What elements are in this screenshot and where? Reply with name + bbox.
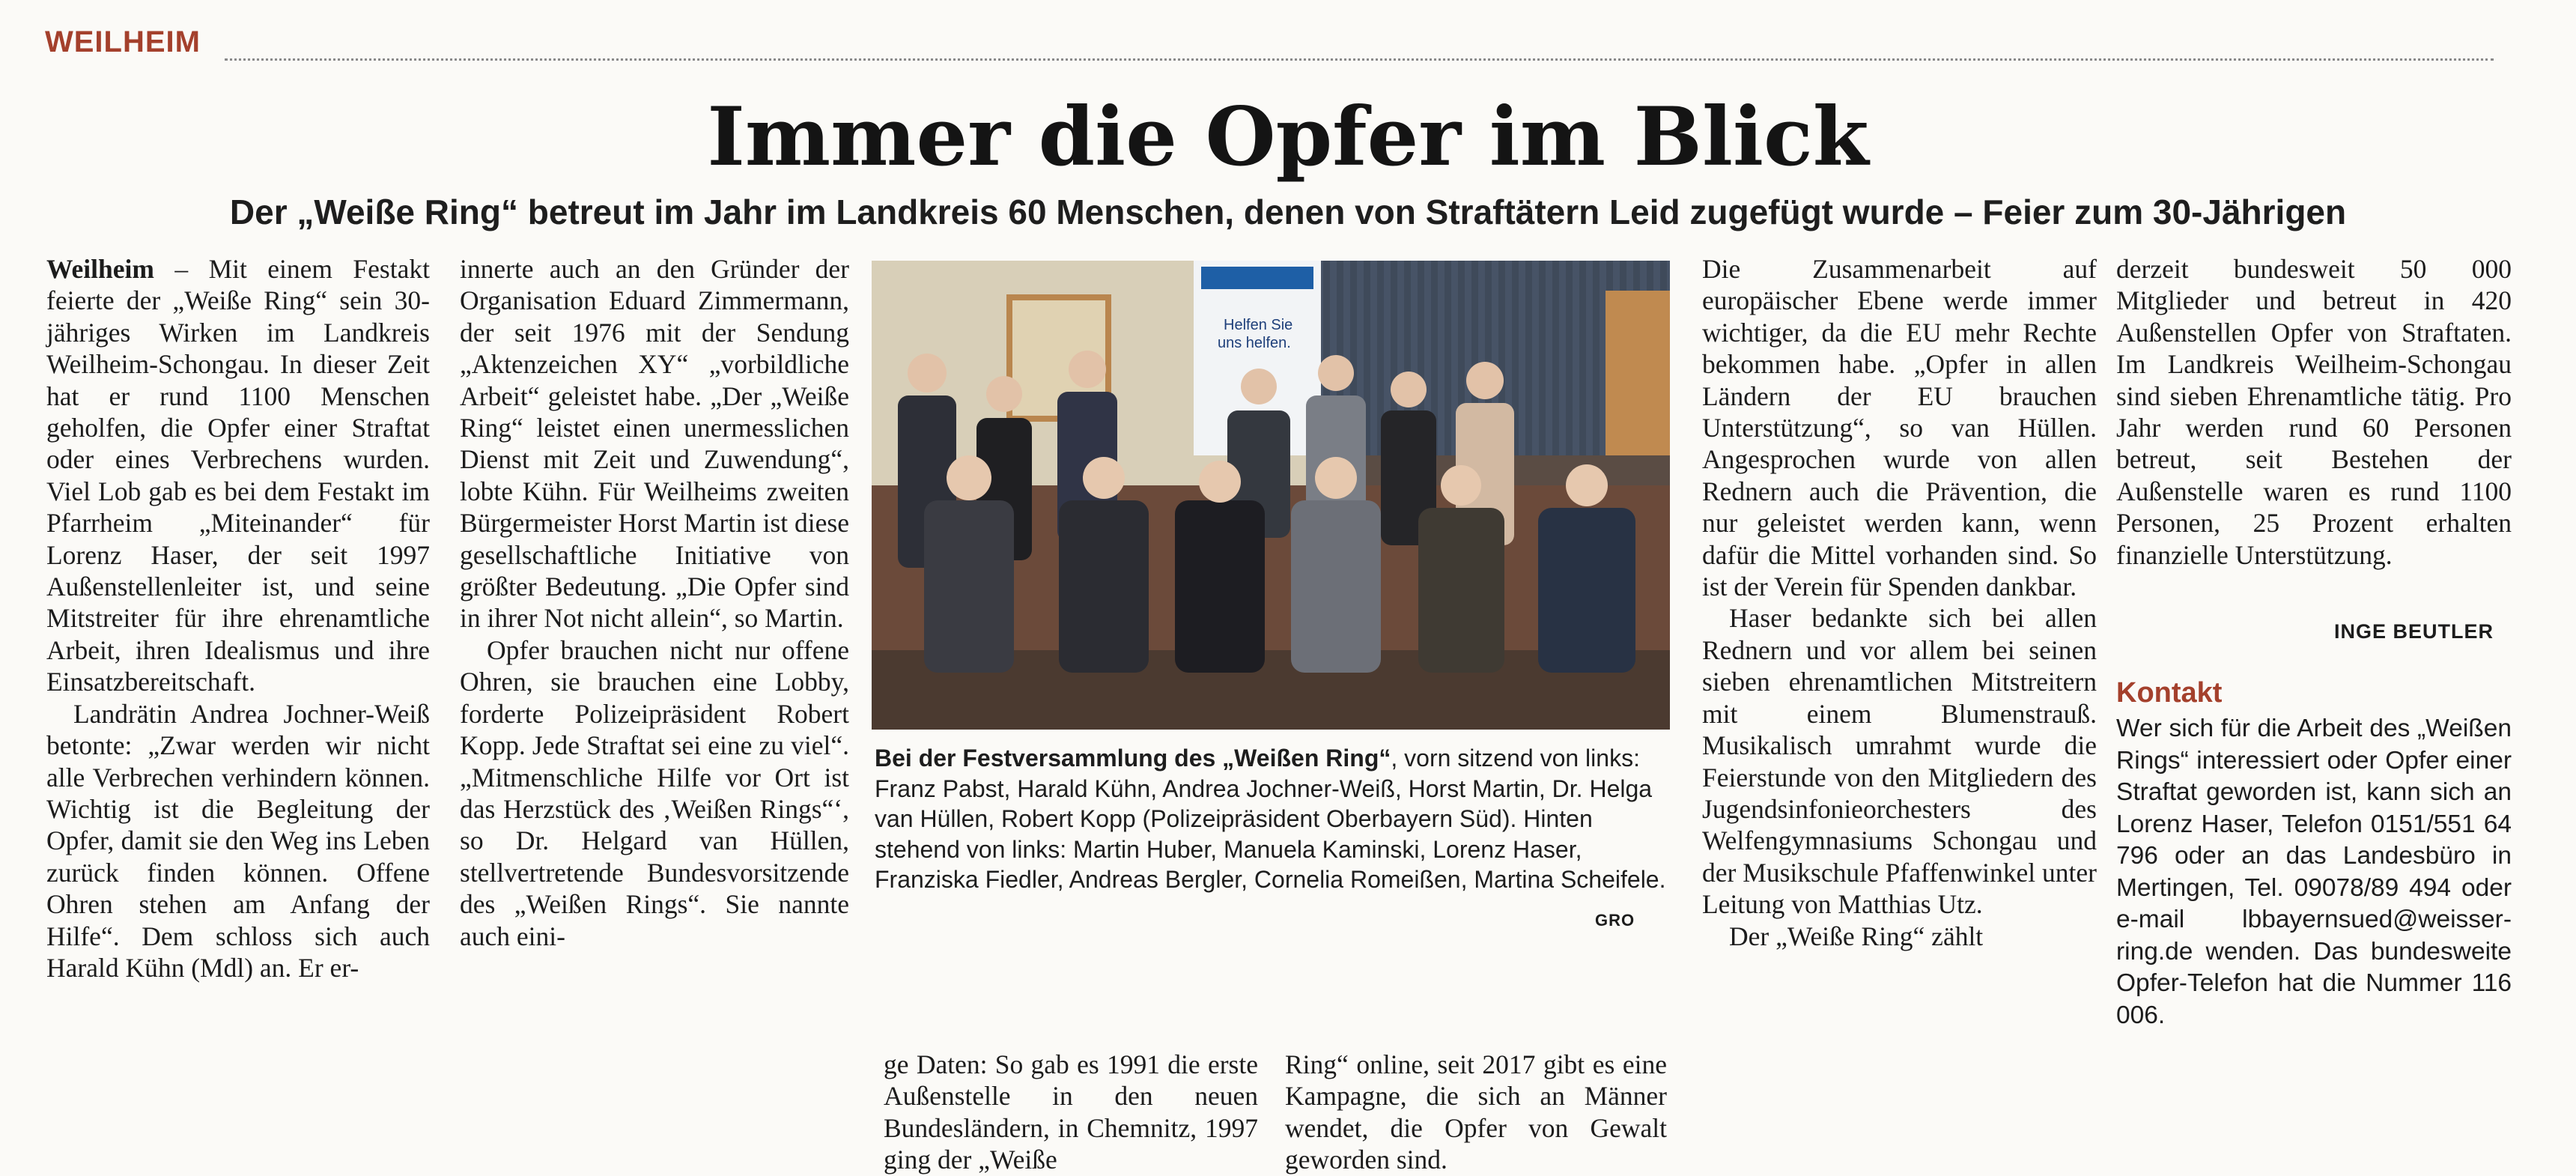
article-column-1: [46, 253, 430, 983]
photo-illustration: [872, 261, 1670, 730]
caption-text: , vorn sitzend von links: Franz Pabst, Harald Kühn, Andrea Jochner-Weiß, Horst Martin, Dr. Helga van Hüllen, Robert Kopp (Polizeipräsident Oberbayern Süd). Hinten stehend von links: Martin Huber, Manuela Kaminski, Lorenz Haser, Franziska Fiedler, Andreas Bergler, Cornelia Romeißen, Martina Scheifele.: [875, 745, 1666, 893]
group-photo: [872, 261, 1670, 730]
article-column-3: [884, 1049, 1258, 1176]
section-kicker: WEILHEIM: [45, 25, 201, 58]
article-column-4: [1285, 1049, 1667, 1176]
paragraph: derzeit bundesweit 50 000 Mitglieder und betreut in 420 Außenstellen Opfer von Straftaten. Im Landkreis Weilheim-Schongau sind sieben Ehrenamtliche tätig. Pro Jahr werden rund 60 Personen betreut, seit Bestehen der Außenstelle waren es rund 1100 Personen, 25 Prozent erhalten finanzielle Unterstützung.: [2116, 254, 2512, 570]
headline: Immer die Opfer im Blick: [707, 90, 1869, 184]
paragraph: Opfer brauchen nicht nur offene Ohren, sie brauchen eine Lobby, forderte Polizeipräsident Robert Kopp. Jede Straftat sei eine zu viel“. „Mitmenschliche Hilfe vor Ort ist das Herzstück des ‚Weißen Rings“‘, so Dr. Helgard van Hüllen, stellvertretende Bundesvorsitzende des „Weißen Rings“. Sie nannte auch eini-: [460, 634, 849, 951]
paragraph: ge Daten: So gab es 1991 die erste Außenstelle in den neuen Bundesländern, in Chemnitz, 1997 ging der „Weiße: [884, 1049, 1258, 1175]
dateline: Weilheim: [46, 254, 154, 284]
article-column-2: [460, 253, 849, 952]
author-byline: INGE BEUTLER: [2333, 620, 2494, 643]
article-column-5: [1702, 253, 2097, 952]
photo-banner-line1: Helfen Sie: [1224, 317, 1293, 333]
paragraph: innerte auch an den Gründer der Organisation Eduard Zimmermann, der seit 1976 mit der Sendung „Aktenzeichen XY“ „vorbildliche Arbeit“ geleistet habe. „Der „Weiße Ring“ leistet einen unermesslichen Dienst mit Zeit und Zuwendung“, lobte Kühn. Für Weilheims zweiten Bürgermeister Horst Martin ist diese gesellschaftliche Initiative von größter Bedeutung. „Die Opfer sind in ihrer Not nicht allein“, so Martin.: [460, 254, 849, 634]
subheadline: Der „Weiße Ring“ betreut im Jahr im Landkreis 60 Menschen, denen von Straftätern Leid zugefügt wurde – Feier zum 30-Jährigen: [229, 193, 2347, 231]
article-column-6: [2116, 253, 2512, 571]
paragraph: Ring“ online, seit 2017 gibt es eine Kampagne, die sich an Männer wendet, die Opfer von Gewalt geworden sind.: [1285, 1049, 1667, 1175]
photo-banner-line2: uns helfen.: [1218, 335, 1291, 351]
paragraph: Haser bedankte sich bei allen Rednern und vor allem bei seinen sieben ehrenamtlichen Mitstreitern mit einem Blumenstrauß. Musikalisch umrahmt wurde die Feierstunde von den Mitgliedern des Jugendsinfonieorchesters des Welfengymnasiums Schongau und der Musikschule Pfaffenwinkel unter Leitung von Matthias Utz.: [1702, 603, 2097, 920]
contact-text: Wer sich für die Arbeit des „Weißen Rings“ interessiert oder Opfer einer Straftat geworden ist, kann sich an Lorenz Haser, Telefon 0151/551 64 796 oder an das Landesbüro in Mertingen, Tel. 09078/89 494 oder e-mail lbbayernsued@weisser-ring.de wenden. Das bundesweite Opfer-Telefon hat die Nummer 116 006.: [2116, 715, 2512, 1029]
paragraph: Der „Weiße Ring“ zählt: [1729, 921, 1984, 951]
caption-lead: Bei der Festversammlung des „Weißen Ring“: [875, 745, 1391, 772]
photo-credit: GRO: [1595, 911, 1635, 930]
paragraph: Weilheim – Mit einem Festakt feierte der „Weiße Ring“ sein 30-jähriges Wirken im Landkreis Weilheim-Schongau. In dieser Zeit hat er rund 1100 Menschen geholfen, die Opfer einer Straftat oder eines Verbrechens wurden. Viel Lob gab es bei dem Festakt im Pfarrheim „Miteinander“ für Lorenz Haser, der seit 1997 Außenstellenleiter ist, und seine Mitstreiter für ihre ehrenamtliche Arbeit, ihren Idealismus und ihre Einsatzbereitschaft.: [46, 254, 430, 697]
paragraph: Die Zusammenarbeit auf europäischer Ebene werde immer wichtiger, da die EU mehr Rechte bekommen habe. „Opfer in allen Ländern der EU brauchen Unterstützung“, so van Hüllen. Angesprochen wurde von allen Rednern auch die Prävention, die nur geleistet werden kann, wenn dafür die Mittel vorhanden sind. So ist der Verein für Spenden dankbar.: [1702, 254, 2097, 602]
contact-title: Kontakt: [2116, 677, 2223, 709]
section-rule: [225, 58, 2494, 61]
paragraph: Landrätin Andrea Jochner-Weiß betonte: „Zwar werden wir nicht alle Verbrechen verhindern können. Wichtig ist die Begleitung der Opfer, damit sie den Weg ins Leben zurück finden können. Offene Ohren stehen am Anfang der Hilfe“. Dem schloss sich auch Harald Kühn (Mdl) an. Er er-: [46, 698, 430, 983]
photo-caption: [875, 743, 1668, 895]
